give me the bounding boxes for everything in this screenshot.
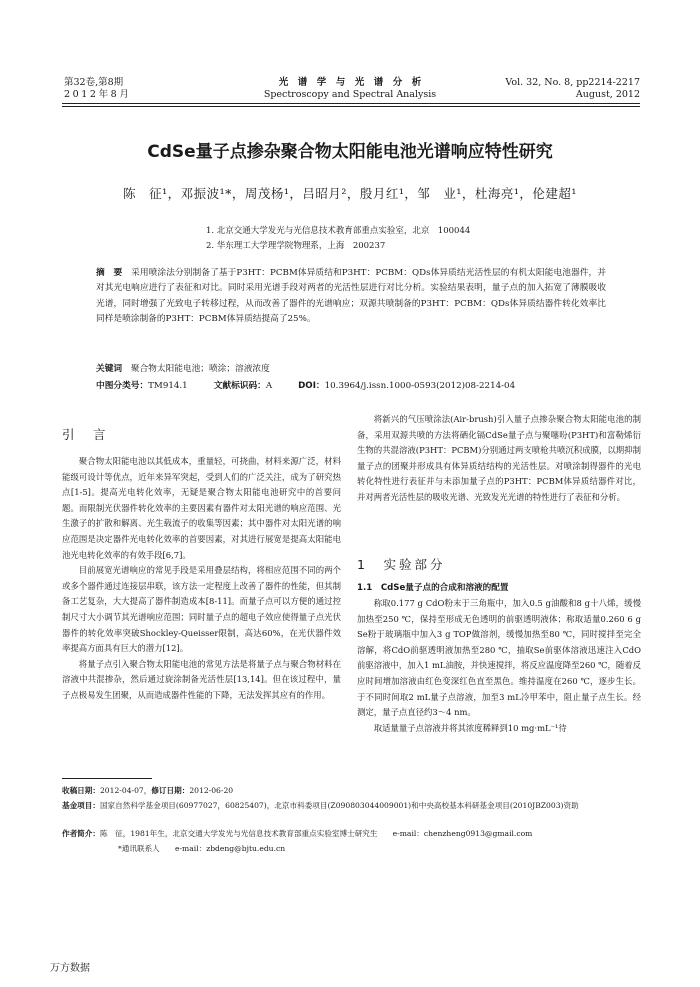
- author-bio-text: 陈 征，1981年生，北京交通大学发光与光信息技术教育部重点实验室博士研究生 e-mail：chenzheng0913@gmail.com: [99, 829, 533, 838]
- header-volume-en: Vol. 32, No. 8, pp2214-2217: [505, 77, 640, 88]
- fund-label: 基金项目：: [62, 801, 100, 810]
- intro-heading: 引 言: [62, 427, 109, 442]
- experiment-heading: 1 实验部分: [357, 557, 446, 572]
- keywords-label: 关键词: [96, 364, 123, 374]
- intro-paragraph-3: 将量子点引入聚合物太阳能电池的常见方法是将量子点与聚合物材料在溶液中共混掺杂，然后通过旋涂制备光活性层[13,14]。但在该过程中，量子点极易发生团聚，从而造成器件性能的下降，无法发挥其应有的作用。: [62, 658, 341, 700]
- footnote-author: [62, 827, 640, 841]
- doc-code-label: 文献标识码：: [213, 381, 266, 391]
- doi-value: 10.3964/j.issn.1000-0593(2012)08-2214-04: [324, 381, 516, 391]
- classification-line: [96, 379, 616, 394]
- fund-text: 国家自然科学基金项目(60977027，60825407)，北京市科委项目(Z090803044009001)和中央高校基本科研基金项目(2010JBZ003)资助: [99, 801, 579, 810]
- revised-date: 2012-06-20: [189, 786, 234, 795]
- received-label: 收稿日期：: [62, 786, 100, 795]
- abstract-text: 采用喷涂法分别制备了基于P3HT：PCBM体异质结和P3HT：PCBM：QDs体异质结光活性层的有机太阳能电池器件，并对其光电响应进行了表征和对比。同时采用光谱手段对两者的光活性层进行对比分析。实验结果表明，量子点的加入拓宽了薄膜吸收光谱，同时增强了光致电子转移过程，从而改善了器件的光谱响应；双源共喷制备的P3HT：PCBM：QDs体异质结器件转化效率比同样是喷涂制备的P3HT：PCBM体异质结提高了25%。: [96, 268, 607, 324]
- experiment-paragraph-1: 称取0.177 g CdO粉末于三角瓶中，加入0.5 g油酸和8 g十八烯，缓慢加热至250 ℃，保持至形成无色透明的前驱透明液体；称取适量0.260 6 g Se粉于玻璃瓶中加入3 g TOP做溶剂，缓慢加热至80 ℃，同时搅拌至完全溶解，将CdO前驱透明液加热至280 ℃，抽取Se前驱体溶液迅速注入CdO前驱溶液中，加入1 mL油胺，并快速搅拌，将反应温度降至260 ℃，随着反应时间增加溶液由红色变深红色直至黑色。维持温度在260 ℃，逐步生长。于不同时间取2 mL量子点溶液，加至3 mL冷甲苯中，阻止量子点生长。经测定，量子点直径约3～4 nm。: [357, 598, 642, 718]
- intro-paragraph-2: 目前展宽光谱响应的常见手段是采用叠层结构，将相应范围不同的两个或多个器件通过连接层串联，该方法一定程度上改善了器件的性能，但其制备工艺复杂，大大提高了器件制造成本[8-11]。而量子点可以方便的通过控制尺寸大小调节其光谱响应范围；同时量子点的超电子效应使得量子点光伏器件的转化效率突破Shockley-Queisser限制，高达60%，在光伏器件效率提高方面具有巨大的潜力[12]。: [62, 565, 341, 654]
- intro-paragraph-1: 聚合物太阳能电池以其低成本，重量轻，可挠曲，材料来源广泛，材料能级可设计等优点，近年来异军突起，受到人们的广泛关注，成为了研究热点[1-5]。提高光电转化效率，无疑是聚合物太阳能电池研究中的首要问题。而限制光伏器件转化效率的主要因素有器件对太阳光谱的响应范围、光生激子的扩散和解离、光生载流子的收集等因素；其中器件对太阳光谱的响应范围是决定器件光电转化效率的首要因素，对其进行展宽是提高太阳能电池光电转化效率的有效手段[6,7]。: [62, 456, 341, 560]
- affiliation-2: 2. 华东理工大学理学院物理系，上海 200237: [206, 241, 386, 251]
- abstract-label: 摘 要: [96, 268, 123, 278]
- author-bio-label: 作者简介：: [62, 829, 100, 838]
- footnote-rule: [62, 778, 152, 779]
- wanfang-watermark: 万方数据: [50, 963, 90, 974]
- header-rule-thick: [62, 103, 640, 104]
- header-date-cn: 2012年8月: [64, 89, 132, 100]
- header-volume-cn: 第32卷,第8期: [64, 77, 124, 88]
- header-rule-thin: [62, 106, 640, 107]
- experiment-body: [357, 596, 641, 736]
- paper-title: CdSe量子点掺杂聚合物太阳能电池光谱响应特性研究: [147, 142, 553, 162]
- intro-body: [62, 454, 341, 704]
- keywords: [96, 362, 616, 377]
- abstract: [96, 266, 606, 327]
- footnote-funding: [62, 799, 640, 813]
- doc-code-value: A: [265, 381, 273, 391]
- keywords-text: 聚合物太阳能电池；喷涂；溶液浓度: [130, 364, 270, 374]
- header-journal-en: Spectroscopy and Spectral Analysis: [263, 89, 437, 100]
- intro-paragraph-4: 将新兴的气压喷涂法(Air-brush)引入量子点掺杂聚合物太阳能电池的制备，采用双源共喷的方法将硒化镉CdSe量子点与聚噻吩(P3HT)和富勒烯衍生物的共混溶液(P3HT：PCBM)分别通过两支喷枪共喷沉积成膜，以期抑制量子点的团聚并形成具有体异质结结构的光活性层。对喷涂制得器件的光电转化特性进行表征并与未添加量子点的P3HT：PCBM体异质结器件对比，并对两者光活性层的吸收光谱、光致发光光谱的特性进行了表征和分析。: [357, 414, 641, 502]
- intro-continuation: [357, 412, 641, 506]
- header-date-en: August, 2012: [575, 89, 640, 100]
- experiment-subheading: 1.1 CdSe量子点的合成和溶液的配置: [357, 583, 509, 593]
- header-issue: [505, 77, 640, 101]
- experiment-paragraph-2: 取适量量子点溶液并将其浓度稀释到10 mg·mL⁻¹待: [373, 722, 567, 733]
- footnote-dates: [62, 784, 640, 798]
- affiliation-1: 1. 北京交通大学发光与光信息技术教育部重点实验室，北京 100044: [206, 226, 471, 236]
- header-journal-cn: 光 谱 学 与 光 谱 分 析: [278, 77, 422, 88]
- footnote-contact: *通讯联系人 e-mail：zbdeng@bjtu.edu.cn: [118, 844, 286, 853]
- clc-value: TM914.1: [148, 381, 188, 391]
- received-date: 2012-04-07，: [99, 786, 152, 795]
- clc-label: 中图分类号：: [96, 381, 149, 391]
- doi-label: DOI：: [298, 381, 325, 391]
- author-list: 陈 征¹，邓振波¹*，周茂杨¹，吕昭月²，殷月红¹，邹 业¹，杜海亮¹，伦建超¹: [123, 186, 577, 201]
- revised-label: 修订日期：: [151, 786, 190, 795]
